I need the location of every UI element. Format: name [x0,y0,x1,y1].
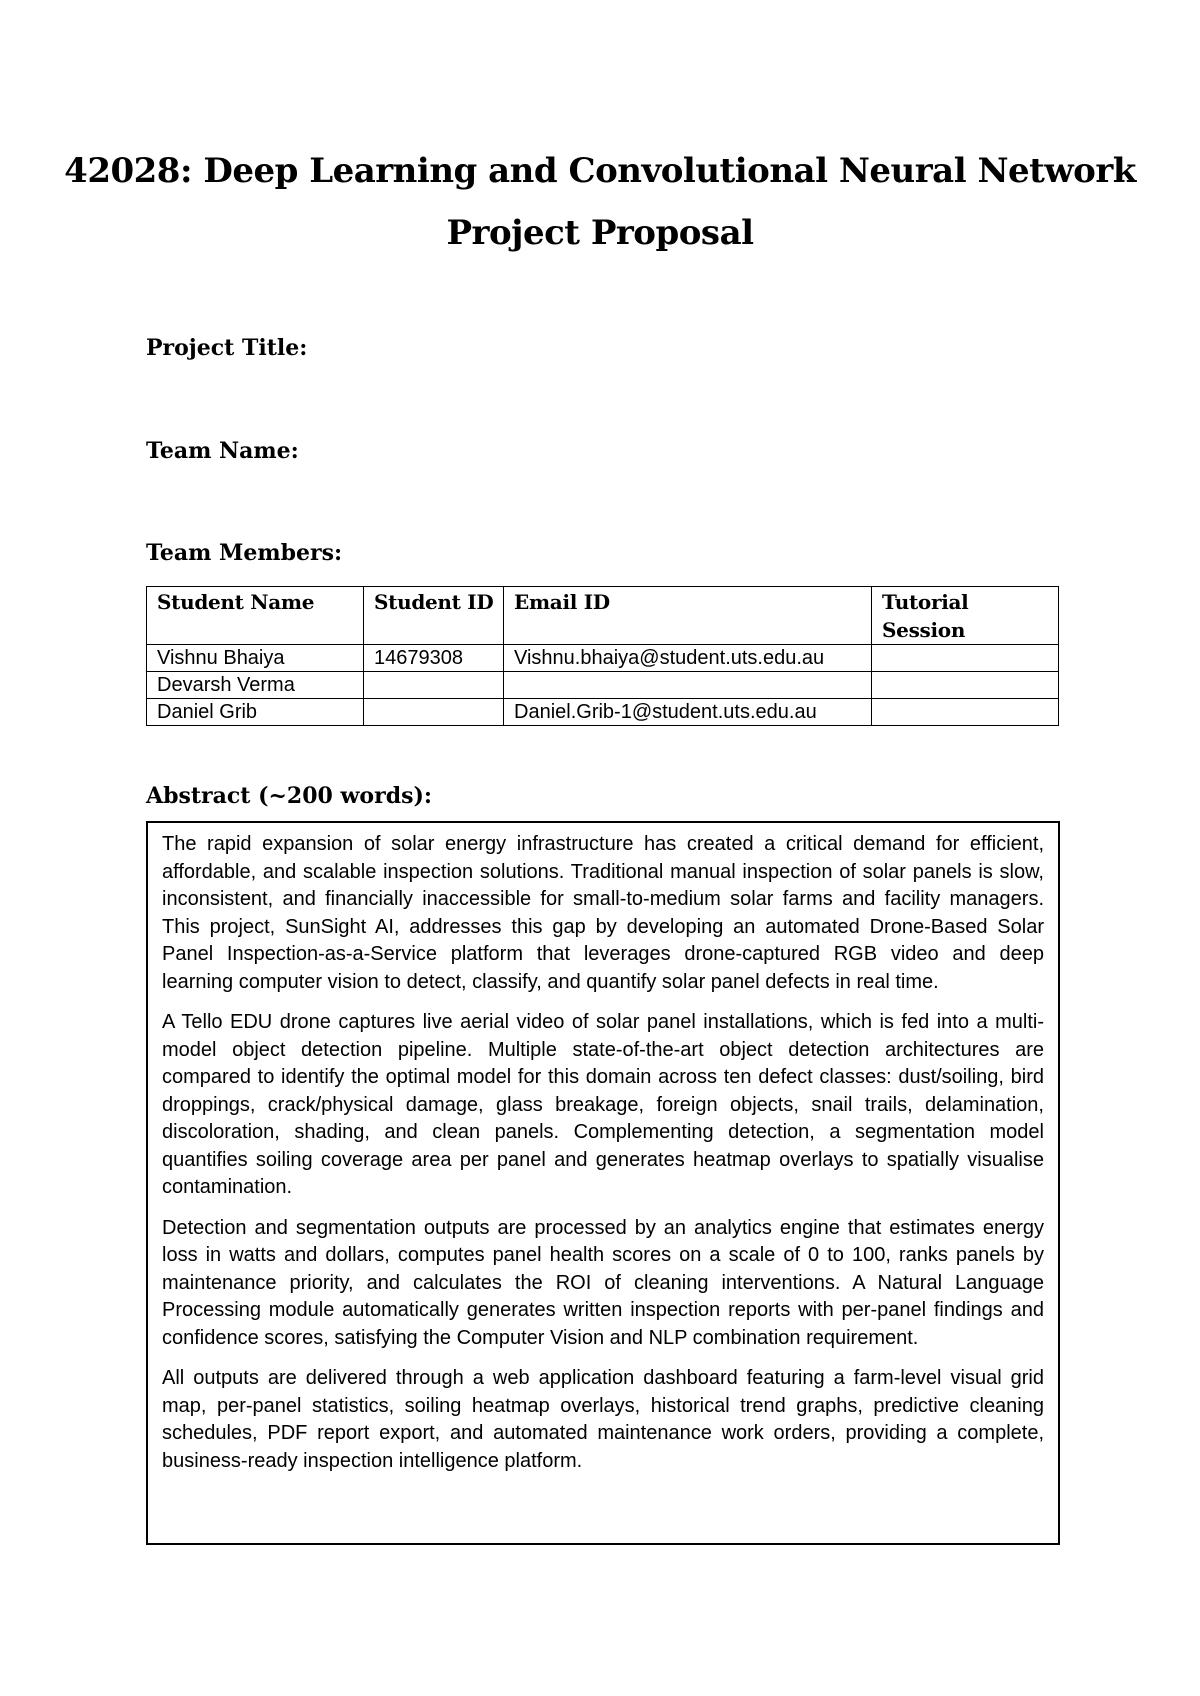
cell-student-id [364,672,504,699]
cell-tutorial-session [872,672,1059,699]
title-line-proposal: Project Proposal [446,213,754,253]
cell-tutorial-session [872,645,1059,672]
title-line-course: 42028: Deep Learning and Convolutional Neural Network [64,151,1136,191]
cell-student-name: Daniel Grib [147,699,364,726]
cell-student-name: Devarsh Verma [147,672,364,699]
header-student-name: Student Name [147,587,364,645]
cell-student-name: Vishnu Bhaiya [147,645,364,672]
header-student-id: Student ID [364,587,504,645]
abstract-paragraph: All outputs are delivered through a web application dashboard featuring a farm-level visual grid map, per-panel statistics, soiling heatmap overlays, historical trend graphs, predictive cleaning schedules, PDF report export, and automated maintenance work orders, providing a complete, business-ready inspection intelligence platform. [162,1367,1044,1472]
document-title [0,140,1200,264]
cell-student-id: 14679308 [364,645,504,672]
abstract-box [146,821,1060,1545]
project-title-label: Project Title: [146,335,308,361]
cell-email-id: Daniel.Grib-1@student.uts.edu.au [504,699,872,726]
abstract-paragraph: Detection and segmentation outputs are processed by an analytics engine that estimates energy loss in watts and dollars, computes panel health scores on a scale of 0 to 100, ranks panels by maintenance priority, and calculates the ROI of cleaning interventions. A Natural Language Processing module automatically generates written inspection reports with per-panel findings and confidence scores, satisfying the Computer Vision and NLP combination requirement. [162,1216,1044,1349]
header-tutorial-session: Tutorial Session [872,587,1059,645]
table-header-row [147,587,1059,645]
abstract-paragraph: The rapid expansion of solar energy infrastructure has created a critical demand for efficient, affordable, and scalable inspection solutions. Traditional manual inspection of solar panels is slow, inconsistent, and financially inaccessible for small-to-medium solar farms and facility managers. This project, SunSight AI, addresses this gap by developing an automated Drone-Based Solar Panel Inspection-as-a-Service platform that leverages drone-captured RGB video and deep learning computer vision to detect, classify, and quantify solar panel defects in real time. [162,833,1044,993]
abstract-label: Abstract (~200 words): [146,783,432,809]
cell-email-id [504,672,872,699]
cell-email-id: Vishnu.bhaiya@student.uts.edu.au [504,645,872,672]
cell-student-id [364,699,504,726]
header-email-id: Email ID [504,587,872,645]
team-members-table [146,586,1059,726]
table-row [147,699,1059,726]
team-name-label: Team Name: [146,438,299,464]
table-row [147,672,1059,699]
cell-tutorial-session [872,699,1059,726]
team-members-label: Team Members: [146,540,343,566]
abstract-paragraph: A Tello EDU drone captures live aerial video of solar panel installations, which is fed into a multi-model object detection pipeline. Multiple state-of-the-art object detection architectures are compared to identify the optimal model for this domain across ten defect classes: dust/soiling, bird droppings, crack/physical damage, glass breakage, foreign objects, snail trails, delamination, discoloration, shading, and clean panels. Complementing detection, a segmentation model quantifies soiling coverage area per panel and generates heatmap overlays to spatially visualise contamination. [162,1011,1044,1198]
table-row [147,645,1059,672]
